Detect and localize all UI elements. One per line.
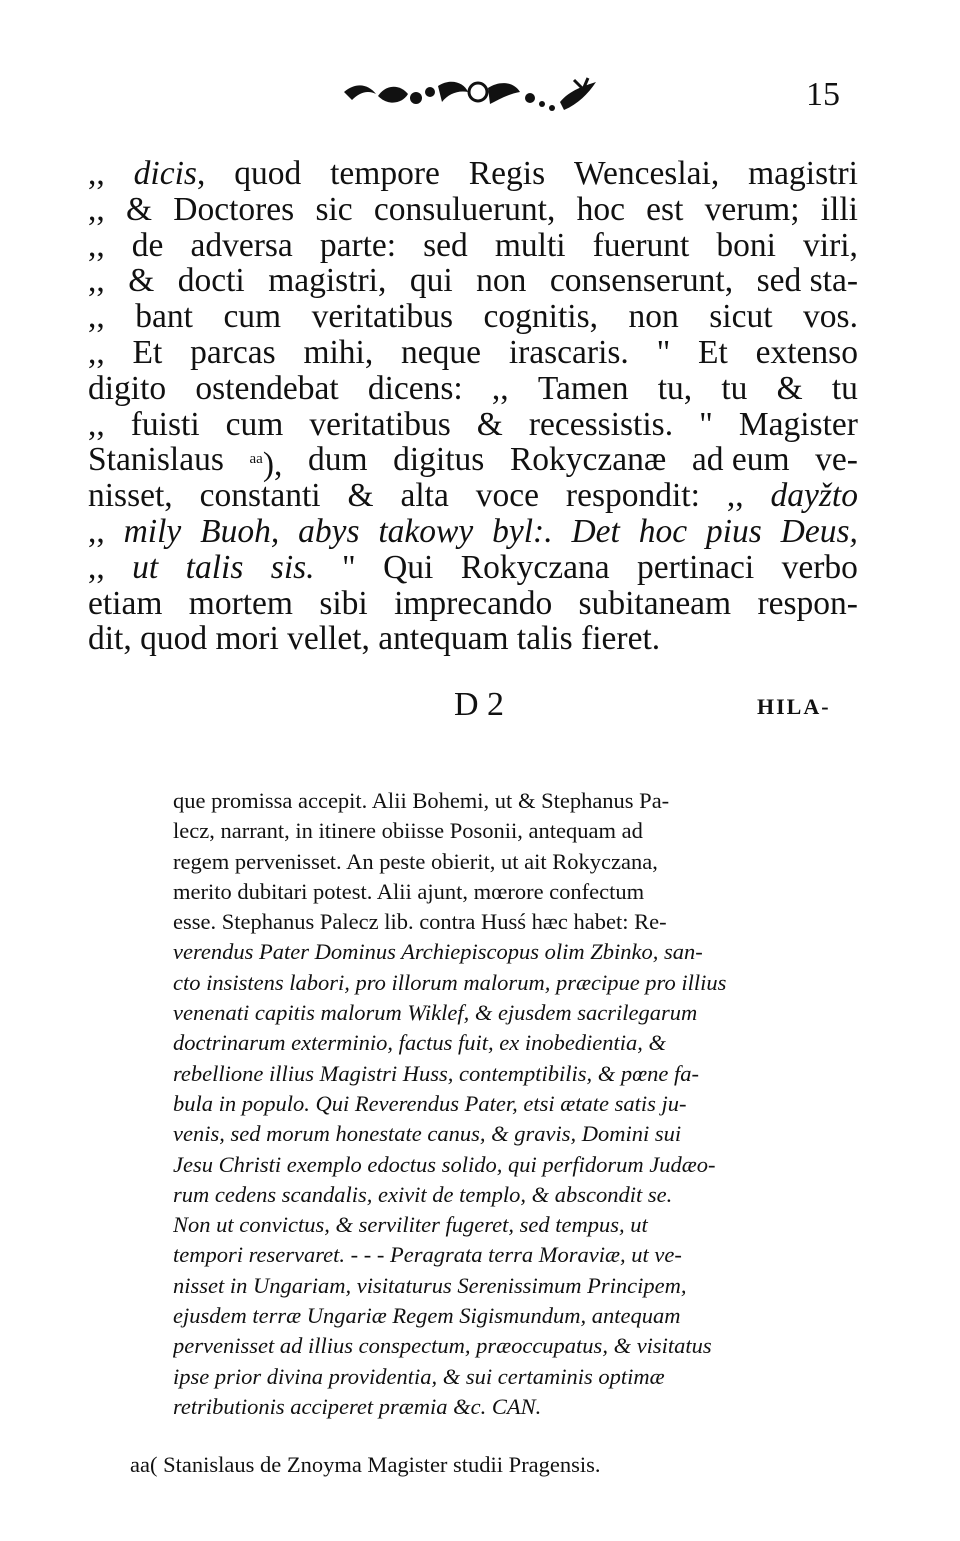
text-line: merito dubitari potest. Alii ajunt, mœrore confectum (173, 878, 645, 904)
text-line: ,, de adversa parte: sed multi fuerunt boni viri, (88, 226, 858, 264)
text-line: ,, Et parcas mihi, neque irascaris. " Et extenso (88, 333, 858, 371)
text-line: ,, bant cum veritatibus cognitis, non sicut vos. (88, 298, 858, 336)
text-line: lecz, narrant, in itinere obiisse Posonii, antequam ad (173, 818, 643, 844)
text-line: digito ostendebat dicens: ,, Tamen tu, tu & tu (88, 369, 858, 407)
footnote: aa( Stanislaus de Znoyma Magister studii Pragensis. (130, 1452, 601, 1477)
text-line: ejusdem terræ Ungariæ Regem Sigismundum, antequam (173, 1303, 681, 1329)
text-line: esse. Stephanus Palecz lib. contra Husś hæc habet: Re- (173, 909, 667, 935)
text-line: etiam mortem sibi imprecando subitaneam respon- (88, 584, 858, 622)
text-line: ,, dicis, quod tempore Regis Wenceslai, magistri (88, 155, 858, 192)
signature-mark: D 2 (454, 686, 505, 723)
catchword: HILA- (757, 694, 831, 719)
text-line: nisset, constanti & alta voce respondit: ,, dayžto (88, 477, 858, 515)
text-line: Non ut convictus, & serviliter fugeret, sed tempus, ut (173, 1212, 648, 1238)
floral-ornament-icon (338, 74, 608, 116)
text-line: Jesu Christi exemplo edoctus solido, qui perfidorum Judæo- (173, 1151, 716, 1177)
text-line: doctrinarum exterminio, factus fuit, ex inobedientia, & (173, 1030, 667, 1056)
text-line: tempori reservaret. - - - Peragrata terra Moraviæ, ut ve- (173, 1242, 682, 1268)
text-line: bula in populo. Qui Reverendus Pater, etsi ætate satis ju- (173, 1090, 687, 1116)
text-line: ,, fuisti cum veritatibus & recessistis. " Magister (88, 405, 858, 443)
text-line: ipse prior divina providentia, & sui certaminis optimæ (173, 1363, 665, 1389)
text-line: cto insistens labori, pro illorum malorum, præcipue pro illius (173, 969, 727, 995)
text-line: nisset in Ungariam, visitaturus Serenissimum Principem, (173, 1272, 687, 1298)
text-line: regem pervenisset. An peste obierit, ut ait Rokyczana, (173, 848, 658, 874)
text-line: retributionis acciperet præmia &c. CAN. (173, 1393, 542, 1419)
text-line: ,, ut talis sis. " Qui Rokyczana pertinaci verbo (88, 548, 858, 586)
text-line: que promissa accepit. Alii Bohemi, ut & Stephanus Pa- (173, 788, 670, 813)
text-line: dit, quod mori vellet, antequam talis fieret. (88, 620, 661, 658)
text-line: venenati capitis malorum Wiklef, & ejusdem sacrilegarum (173, 1000, 698, 1026)
text-line: pervenisset ad illius conspectum, præoccupatus, & visitatus (173, 1333, 712, 1359)
text-line: rebellione illius Magistri Huss, contemptibilis, & pœne fa- (173, 1060, 700, 1086)
text-line: rum cedens scandalis, exivit de templo, & abscondit se. (173, 1181, 673, 1207)
main-text (88, 156, 858, 657)
text-line: venis, sed morum honestate canus, & gravis, Domini sui (173, 1121, 682, 1147)
text-line: ,, & Doctores sic consuluerunt, hoc est verum; illi (88, 190, 858, 228)
page-number: 15 (806, 76, 840, 113)
text-line: ,, mily Buoh, abys takowy byl:. Det hoc pius Deus, (88, 512, 858, 550)
text-line: Stanislaus $^{aa}$), dum digitus Rokyczanæ ad eum ve- (88, 441, 858, 484)
quoted-text (173, 786, 848, 1422)
text-line: verendus Pater Dominus Archiepiscopus olim Zbinko, san- (173, 939, 703, 965)
text-line: ,, & docti magistri, qui non consenserunt, sed sta- (88, 262, 858, 300)
